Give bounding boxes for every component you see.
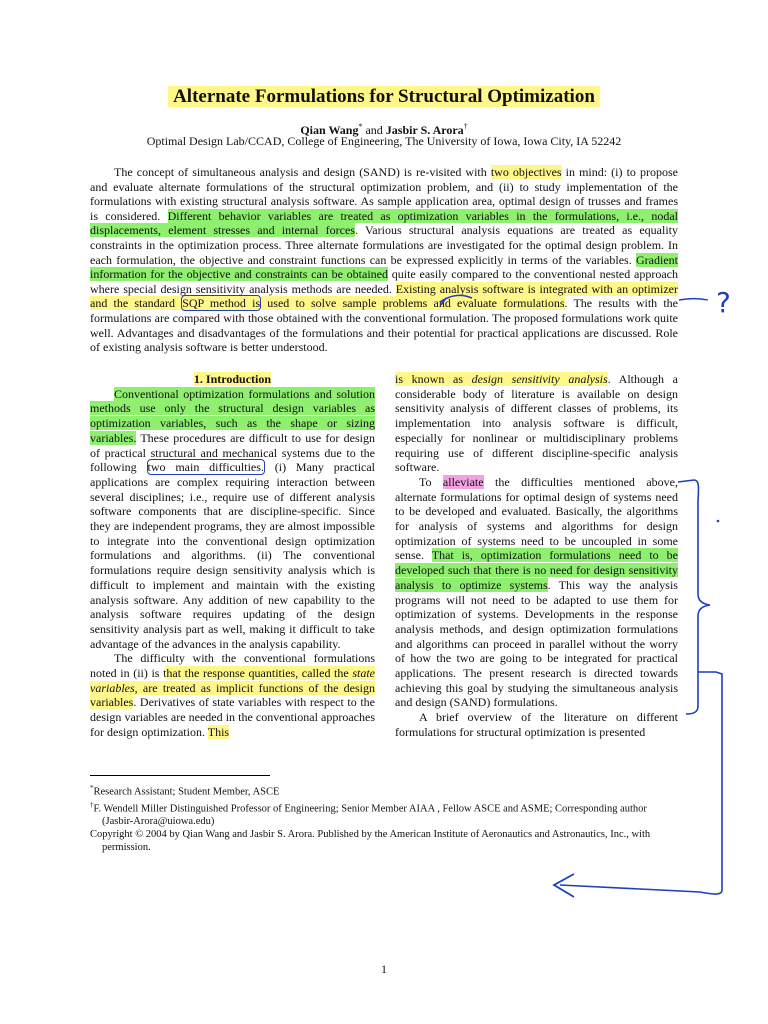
- paragraph-text: (i) Many practical applications are complex requiring interaction between several disciplines; i.e., require use of different analysis software components that are discipline-specific. Since they are independent programs, they are almost impossible to integrate into the conventional design optimization formulations and algorithms. (ii) The conventional formulations require design sensitivity analysis which is difficult to implement and maintain with the existing analysis software. Any addition of new capability to the analysis software requires updating of the design sensitivity analysis part as well, making it difficult to take advantage of the advances in the analysis capability.: [90, 460, 376, 651]
- paper-title: [0, 86, 768, 108]
- highlight-known-as: is known as: [395, 372, 472, 386]
- footnote-text: Research Assistant; Student Member, ASCE: [93, 786, 280, 798]
- right-column: [395, 372, 678, 740]
- highlight-gradient-info: Gradient information for the objective and constraints can be obtained: [90, 252, 678, 282]
- affiliation: Optimal Design Lab/CCAD, College of Engineering, The University of Iowa, Iowa City, IA 52242: [146, 134, 622, 148]
- circled-sqp-method: SQP method is: [182, 296, 261, 311]
- ink-arrow-head: [554, 874, 574, 897]
- footnote-1: [90, 782, 678, 799]
- section-heading-text: 1. Introduction: [193, 372, 272, 386]
- footnote-2: [90, 799, 678, 829]
- intro-paragraph-2: [90, 651, 375, 739]
- title-highlight: Alternate Formulations for Structural Optimization: [168, 86, 600, 107]
- intro-paragraph-1: [90, 387, 375, 652]
- highlight-conventional: Conventional optimization formulations and solution methods use only the structural design variables as optimization variables, such as the shape or sizing variables.: [90, 386, 375, 445]
- author-1: Qian Wang: [300, 123, 359, 137]
- paragraph-text: the difficulties mentioned above, alternate formulations for optimal design of systems need to be developed and evaluated. Basically, the algorithms for analysis of systems and algorithms for design optimization of systems need to be uncoupled in some sense.: [395, 474, 678, 563]
- right-paragraph-1: [395, 372, 678, 475]
- paragraph-text: The difficulty with the conventional formulations noted in (ii) is t: [90, 651, 375, 681]
- dsa-italic: design sensitivity analysis: [471, 372, 608, 386]
- ink-question-mark: ?: [716, 286, 731, 319]
- footnotes: [90, 782, 678, 854]
- paragraph-text: A brief overview of the literature on different formulations for structural optimization is presented: [395, 710, 678, 739]
- abstract-text: in mind: (i) to propose and evaluate alternate formulations of the structural optimization problem, and (ii) to study implementation of the formulations with existing structural analysis software. As sample application area, optimal design of trusses and frames is considered.: [90, 165, 678, 223]
- highlight-this: This: [207, 724, 230, 739]
- right-paragraph-2: [395, 475, 678, 710]
- paragraph-text: These procedures are difficult to use for design of practical structural and mechanical systems due to the following: [90, 430, 375, 475]
- footnote-text: Copyright © 2004 by Qian Wang and Jasbir S. Arora. Published by the American Institute of Aeronautics and Astronautics, Inc., with permission.: [90, 829, 651, 853]
- author-1-mark: *: [358, 122, 363, 131]
- page-number: 1: [381, 962, 387, 976]
- author-2-mark: †: [463, 122, 468, 131]
- state-variables-italic: state variables: [90, 666, 375, 695]
- section-heading: [90, 372, 375, 387]
- highlight-behavior-variables: Different behavior variables are treated as optimization variables in the formulations, i.e., nodal displacements, element stresses and internal forces: [90, 208, 679, 238]
- ink-dot: [717, 520, 720, 523]
- footnote-text: F. Wendell Miller Distinguished Professor of Engineering; Senior Member AIAA , Fellow ASCE and ASME; Corresponding author (Jasbir-Arora@uiowa.edu): [93, 803, 647, 827]
- footnote-copyright: [90, 828, 678, 854]
- highlight-response-quantities: hat the response quantities, called the: [166, 666, 353, 681]
- footnote-mark: †: [90, 800, 94, 809]
- paragraph-text: . This way the analysis programs will not need to be adapted to use them for optimization of systems. Developments in the response analysis methods, and design optimization formulations and algorithms can proceed in parallel without the worry of how the two are going to be integrated for practical applications. The present research is directed towards achieving this goal by studying the simultaneous analysis and design (SAND) formulations.: [395, 577, 678, 710]
- highlight-dsa: [472, 372, 608, 386]
- highlight-evaluate-formulations: used to solve sample problems and evaluate formulations: [261, 296, 565, 311]
- ink-bracket: [678, 480, 710, 714]
- paragraph-text: . Although a considerable body of literature is available on design sensitivity analysis of different classes of problems, its implementation into analysis software is difficult, especially for nonlinear or multidisciplinary problems requiring use of different discipline-specific analysis software.: [395, 372, 679, 475]
- paragraph-text: . Derivatives of state variables with respect to the design variables are needed in the conventional approaches for design optimization.: [90, 695, 375, 739]
- footnote-rule: [90, 775, 270, 776]
- highlight-existing-software: Existing analysis software is integrated with an optimizer and the standard: [90, 281, 678, 311]
- abstract-text: The concept of simultaneous analysis and design (SAND) is re-visited with: [114, 165, 491, 179]
- circled-two-difficulties: two main difficulties.: [147, 460, 264, 475]
- highlight-two-objectives: two objectives: [490, 165, 562, 179]
- abstract-text: . Various structural analysis equations are treated as equality constraints in the optimization process. Three alternate formulations are investigated for the optimal design problem. In each formulation, the objective and constraint functions can be expressed explicitly in terms of the variables.: [90, 223, 678, 267]
- highlight-alleviate: alleviate: [442, 474, 484, 489]
- left-column: [90, 372, 375, 740]
- abstract-text: quite easily compared to the conventional nested approach where special design sensitivity analysis methods are needed.: [90, 267, 678, 296]
- footnote-mark: *: [90, 784, 94, 792]
- abstract: [90, 165, 678, 355]
- highlight-no-sensitivity: That is, optimization formulations need to be developed such that there is no need for design sensitivity analysis to optimize systems: [395, 548, 678, 592]
- paragraph-text: To: [419, 474, 443, 489]
- ink-line-to-margin: [679, 299, 708, 301]
- author-2: Jasbir S. Arora: [385, 123, 464, 137]
- highlight-implicit-functions: , are treated as implicit functions of the design variables: [90, 680, 375, 710]
- right-paragraph-3: [395, 710, 678, 739]
- author-and: and: [362, 123, 386, 137]
- abstract-text: . The results with the formulations are compared with those obtained with the conventional formulation. The proposed formulations work quite well. Advantages and disadvantages of the formulations and their potential for practical applications are discussed. Role of existing analysis software is better understood.: [90, 296, 679, 355]
